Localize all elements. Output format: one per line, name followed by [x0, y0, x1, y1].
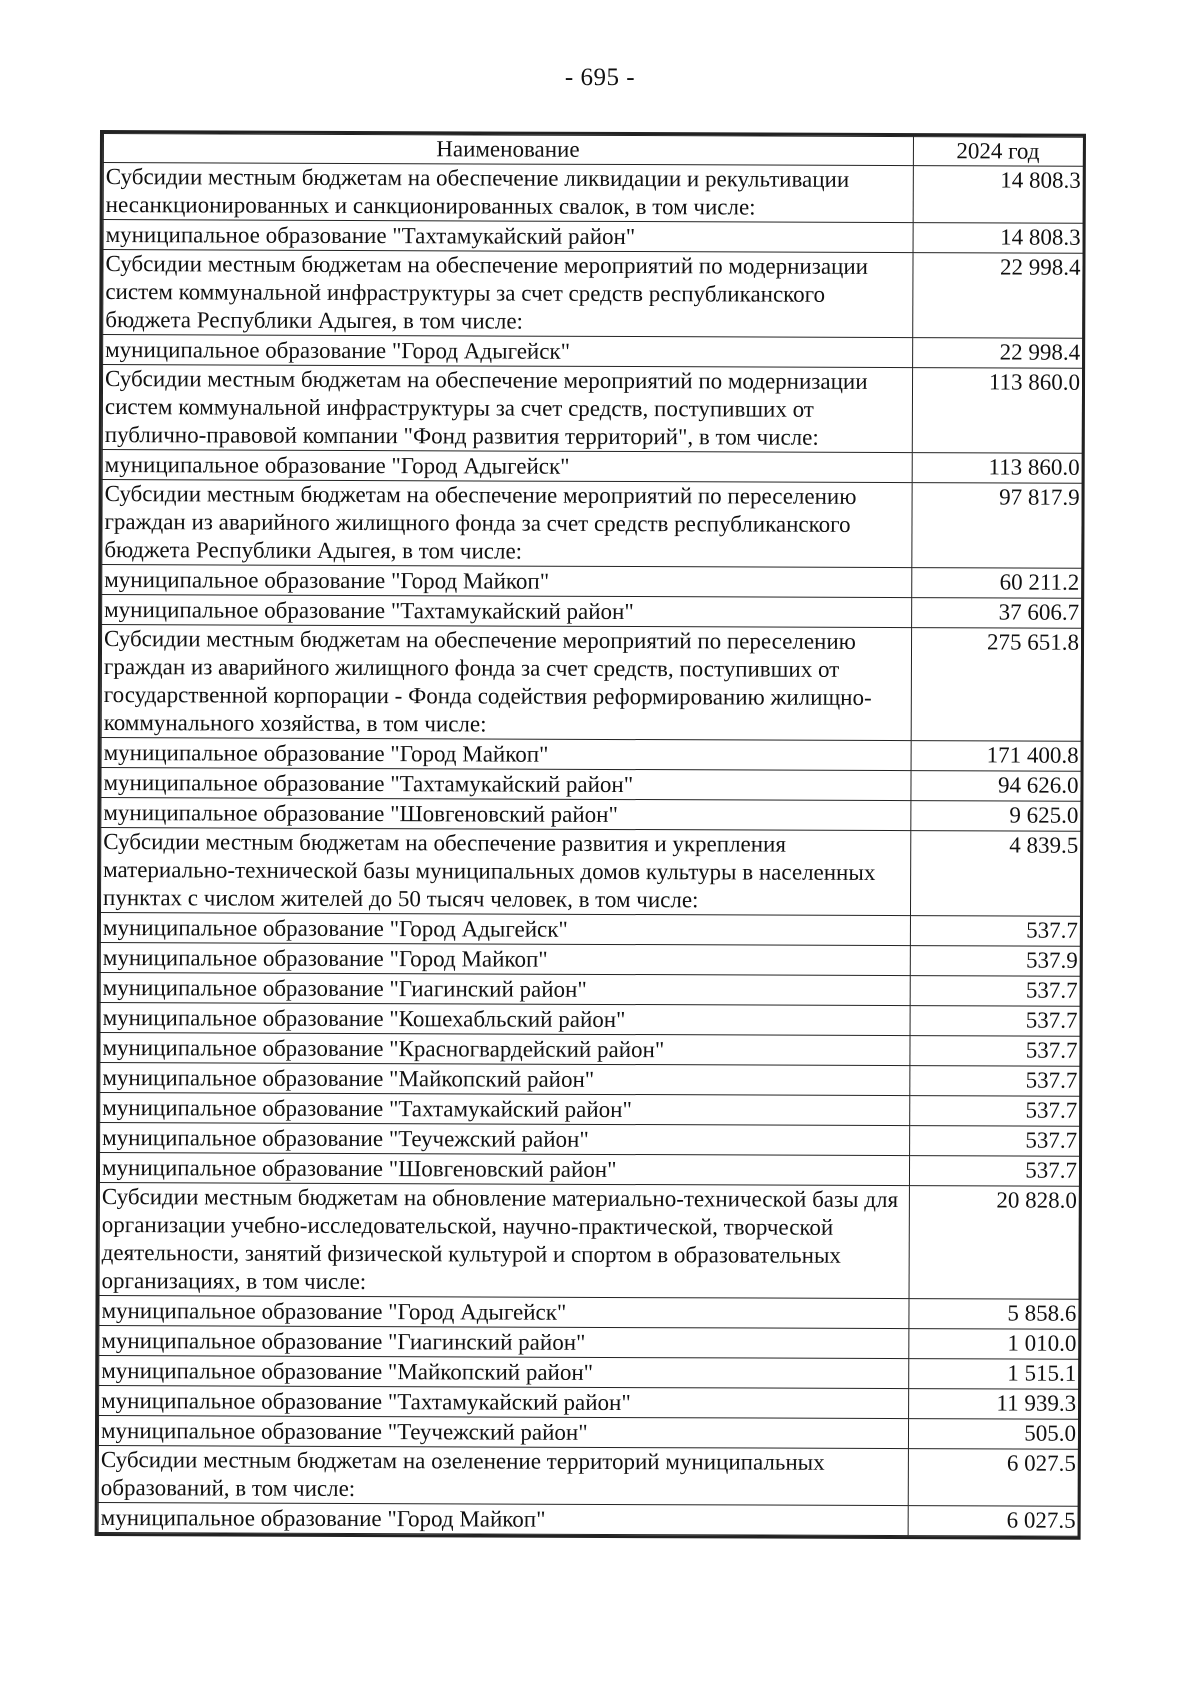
row-value: 537.7 [910, 1096, 1080, 1127]
row-name: Субсидии местным бюджетам на обновление материально-технической базы для организации учебно-исследовательской, научно-практической, творческой деятельности, занятий физической культурой и спортом в образовательных организациях, в том числе: [99, 1183, 909, 1299]
row-name: Субсидии местным бюджетам на обеспечение мероприятий по модернизации систем коммунальной инфраструктуры за счет средств республиканского бюджета Республики Адыгея, в том числе: [103, 250, 913, 338]
table-row-subsidy [100, 828, 1080, 917]
row-value: 537.9 [910, 946, 1080, 977]
row-name: муниципальное образование "Город Адыгейск" [100, 913, 910, 946]
table-row-municipality [100, 1003, 1080, 1037]
row-name: муниципальное образование "Город Адыгейск" [99, 1296, 909, 1329]
row-name: муниципальное образование "Город Майкоп" [98, 1503, 908, 1536]
row-name: Субсидии местным бюджетам на обеспечение мероприятий по переселению граждан из аварийного жилищного фонда за счет средств республиканского бюджета Республики Адыгея, в том числе: [102, 480, 912, 568]
table-header-row [103, 134, 1083, 167]
row-value: 275 651.8 [911, 628, 1081, 742]
row-value: 537.7 [910, 1006, 1080, 1037]
table-row-subsidy [103, 163, 1083, 224]
row-value: 505.0 [908, 1419, 1078, 1450]
row-name: Субсидии местным бюджетам на обеспечение развития и укрепления материально-технической базы муниципальных домов культуры в населенных пунктах с числом жителей до 50 тысяч человек, в том числе: [100, 828, 910, 916]
row-name: муниципальное образование "Тахтамукайский район" [99, 1386, 909, 1419]
header-name: Наименование [103, 134, 913, 166]
row-value: 537.7 [910, 1126, 1080, 1157]
table-row-municipality [99, 1356, 1079, 1390]
row-value: 14 808.3 [913, 223, 1083, 254]
table-row-subsidy [102, 480, 1082, 569]
table-body [98, 163, 1083, 1537]
row-name: муниципальное образование "Теучежский район" [100, 1123, 910, 1156]
table-row-municipality [99, 1296, 1079, 1330]
table-row-subsidy [103, 250, 1083, 339]
row-name: муниципальное образование "Тахтамукайский район" [101, 768, 911, 801]
table-row-municipality [100, 943, 1080, 977]
row-value: 20 828.0 [909, 1186, 1079, 1300]
row-name: муниципальное образование "Теучежский район" [98, 1416, 908, 1449]
table-row-municipality [100, 973, 1080, 1007]
row-value: 6 027.5 [908, 1449, 1078, 1507]
table-row-municipality [98, 1503, 1078, 1537]
row-value: 14 808.3 [913, 166, 1083, 224]
table-row-municipality [101, 738, 1081, 772]
table-row-subsidy [102, 365, 1082, 454]
table-row-subsidy [101, 625, 1081, 742]
row-value: 537.7 [910, 1036, 1080, 1067]
row-value: 11 939.3 [909, 1389, 1079, 1420]
row-value: 537.7 [910, 916, 1080, 947]
row-name: муниципальное образование "Гиагинский район" [100, 973, 910, 1006]
table-row-municipality [102, 595, 1082, 629]
table-row-municipality [103, 335, 1083, 369]
row-value: 4 839.5 [910, 831, 1080, 917]
row-name: Субсидии местным бюджетам на обеспечение мероприятий по модернизации систем коммунальной инфраструктуры за счет средств, поступивших от публично-правовой компании "Фонд развития территорий", в том числе: [102, 365, 912, 453]
row-name: Субсидии местным бюджетам на озеленение территорий муниципальных образований, в том числе: [98, 1446, 908, 1506]
row-value: 97 817.9 [912, 483, 1082, 569]
row-name: муниципальное образование "Шовгеновский район" [101, 798, 911, 831]
header-year: 2024 год [913, 137, 1083, 167]
row-name: муниципальное образование "Тахтамукайский район" [102, 595, 912, 628]
table-row-municipality [99, 1326, 1079, 1360]
table-row-municipality [100, 1093, 1080, 1127]
row-value: 94 626.0 [911, 771, 1081, 802]
row-name: муниципальное образование "Тахтамукайский район" [103, 220, 913, 253]
table-row-municipality [100, 1063, 1080, 1097]
row-name: муниципальное образование "Майкопский район" [100, 1063, 910, 1096]
row-value: 6 027.5 [908, 1506, 1078, 1537]
row-value: 537.7 [909, 1156, 1079, 1187]
table-row-subsidy [98, 1446, 1078, 1507]
row-name: муниципальное образование "Город Адыгейск" [103, 335, 913, 368]
row-name: Субсидии местным бюджетам на обеспечение мероприятий по переселению граждан из аварийного жилищного фонда за счет средств, поступивших от государственной корпорации - Фонда содействия реформированию жилищно-коммунального хозяйства, в том числе: [101, 625, 911, 741]
table-row-municipality [103, 220, 1083, 254]
row-name: Субсидии местным бюджетам на обеспечение ликвидации и рекультивации несанкционированных и санкционированных свалок, в том числе: [103, 163, 913, 223]
row-value: 1 515.1 [909, 1359, 1079, 1390]
row-name: муниципальное образование "Красногвардейский район" [100, 1033, 910, 1066]
budget-table-frame [95, 130, 1086, 1540]
row-value: 171 400.8 [911, 741, 1081, 772]
row-value: 22 998.4 [913, 253, 1083, 339]
row-value: 537.7 [910, 976, 1080, 1007]
row-value: 22 998.4 [913, 338, 1083, 369]
table-row-municipality [99, 1386, 1079, 1420]
table-row-municipality [99, 1153, 1079, 1187]
row-name: муниципальное образование "Кошехабльский район" [100, 1003, 910, 1036]
row-value: 113 860.0 [912, 368, 1082, 454]
table-row-municipality [100, 1123, 1080, 1157]
table-row-municipality [102, 565, 1082, 599]
row-value: 113 860.0 [912, 453, 1082, 484]
table-row-municipality [101, 768, 1081, 802]
row-value: 9 625.0 [911, 801, 1081, 832]
row-name: муниципальное образование "Город Майкоп" [102, 565, 912, 598]
table-row-municipality [100, 1033, 1080, 1067]
budget-table [98, 133, 1084, 1537]
table-row-municipality [101, 798, 1081, 832]
table-row-municipality [100, 913, 1080, 947]
row-name: муниципальное образование "Тахтамукайский район" [100, 1093, 910, 1126]
page-number: - 695 - [564, 64, 636, 91]
row-value: 5 858.6 [909, 1299, 1079, 1330]
row-name: муниципальное образование "Майкопский район" [99, 1356, 909, 1389]
row-value: 1 010.0 [909, 1329, 1079, 1360]
row-name: муниципальное образование "Город Майкоп" [101, 738, 911, 771]
row-name: муниципальное образование "Город Адыгейск" [102, 450, 912, 483]
row-name: муниципальное образование "Гиагинский район" [99, 1326, 909, 1359]
table-row-municipality [98, 1416, 1078, 1450]
row-name: муниципальное образование "Город Майкоп" [100, 943, 910, 976]
row-value: 37 606.7 [912, 598, 1082, 629]
row-value: 60 211.2 [912, 568, 1082, 599]
table-row-subsidy [99, 1183, 1079, 1300]
table-row-municipality [102, 450, 1082, 484]
row-name: муниципальное образование "Шовгеновский район" [99, 1153, 909, 1186]
row-value: 537.7 [910, 1066, 1080, 1097]
